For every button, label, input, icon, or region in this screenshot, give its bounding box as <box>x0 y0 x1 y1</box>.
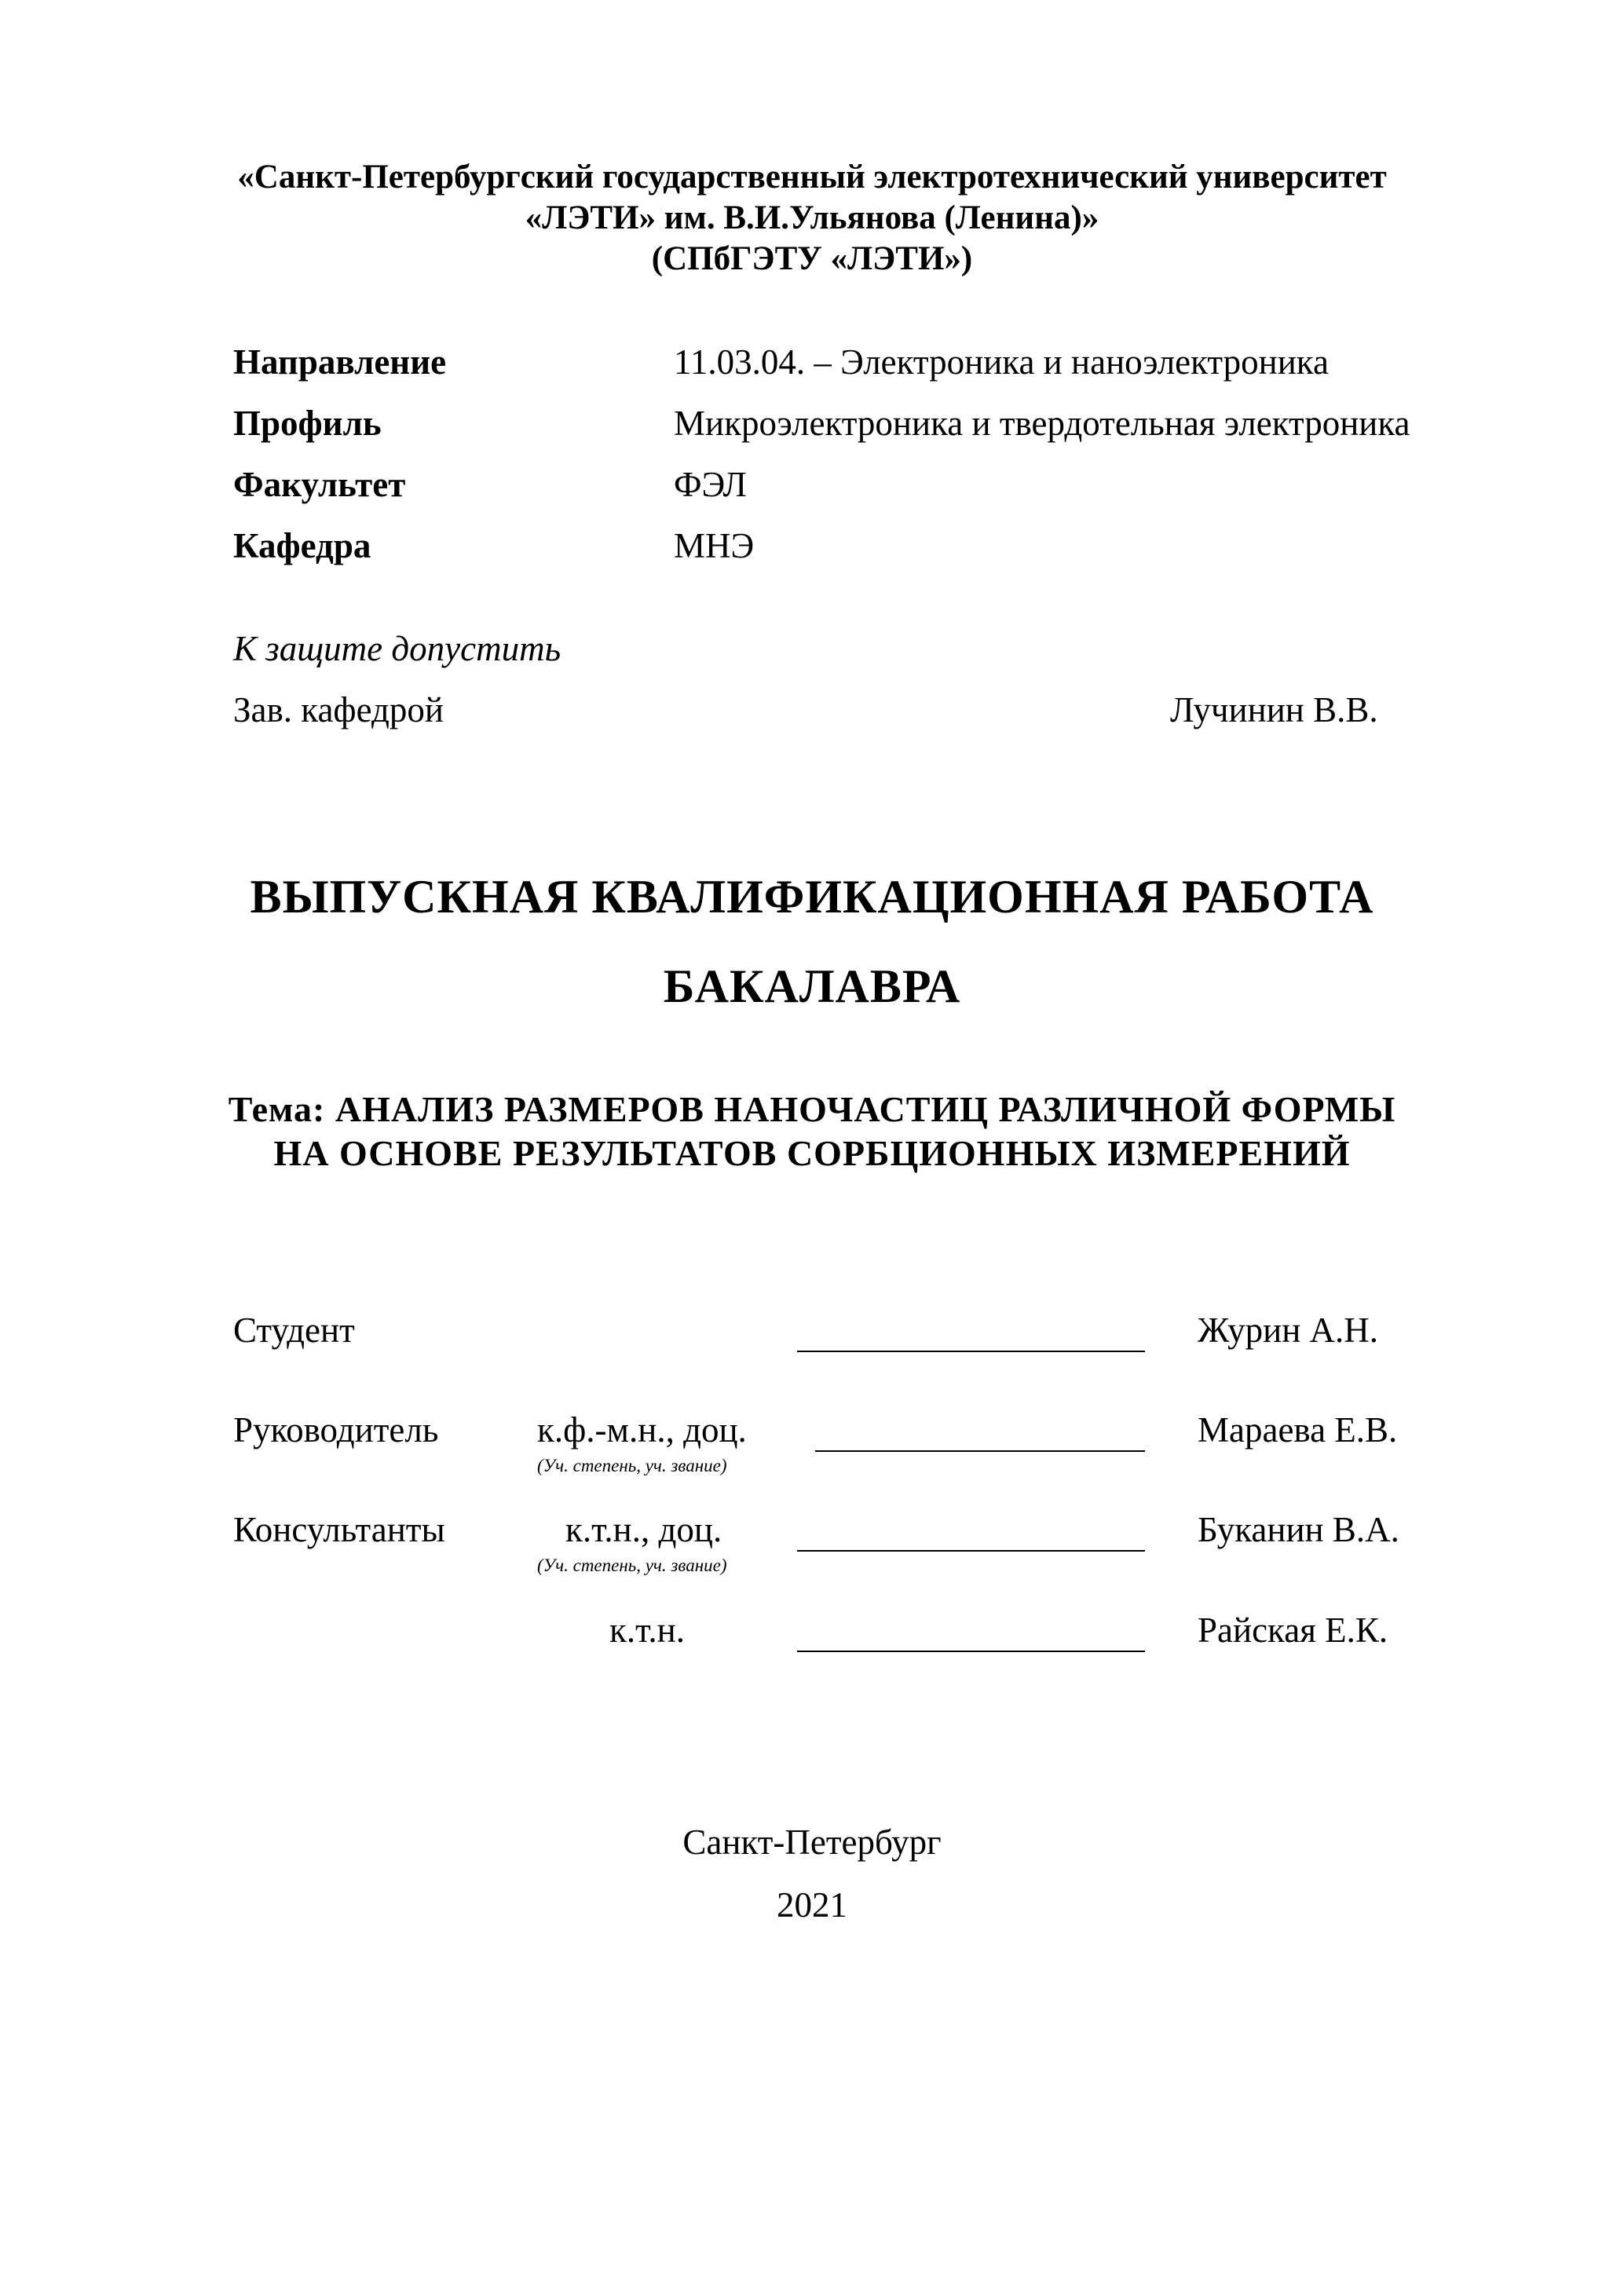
signature-hint-consultant1: (Уч. степень, уч. звание) <box>537 1556 727 1575</box>
signature-degree-consultant1: к.т.н., доц. <box>565 1510 722 1549</box>
university-abbreviation: (СПбГЭТУ «ЛЭТИ») <box>651 240 973 277</box>
footer-city: Санкт-Петербург <box>682 1823 942 1862</box>
field-label-direction: Направление <box>233 342 447 382</box>
signature-line-student <box>797 1351 1145 1352</box>
signature-role-supervisor: Руководитель <box>233 1410 439 1450</box>
signature-degree-consultant2: к.т.н. <box>609 1610 685 1650</box>
signature-role-consultants: Консультанты <box>233 1510 445 1549</box>
signature-degree-supervisor: к.ф.-м.н., доц. <box>537 1410 747 1450</box>
field-value-department: МНЭ <box>674 526 755 565</box>
approval-name: Лучинин В.В. <box>1170 690 1378 729</box>
topic-line1: Тема: АНАЛИЗ РАЗМЕРОВ НАНОЧАСТИЦ РАЗЛИЧНОЙ ФОРМЫ <box>228 1089 1396 1129</box>
field-label-department: Кафедра <box>233 526 371 565</box>
signature-line-consultant1 <box>797 1550 1145 1552</box>
signature-name-consultant1: Буканин В.А. <box>1198 1510 1399 1549</box>
approval-role: Зав. кафедрой <box>233 690 444 729</box>
signature-line-supervisor <box>815 1450 1145 1452</box>
field-label-faculty: Факультет <box>233 465 406 504</box>
signature-line-consultant2 <box>797 1651 1145 1652</box>
topic-line2: НА ОСНОВЕ РЕЗУЛЬТАТОВ СОРБЦИОННЫХ ИЗМЕРЕНИЙ <box>273 1133 1351 1173</box>
university-name-line1: «Санкт-Петербургский государственный электротехнический университет <box>237 159 1387 196</box>
document-title-line1: ВЫПУСКНАЯ КВАЛИФИКАЦИОННАЯ РАБОТА <box>250 871 1374 923</box>
footer-year: 2021 <box>777 1885 847 1925</box>
signature-name-consultant2: Райская Е.К. <box>1198 1610 1388 1650</box>
signature-name-supervisor: Мараева Е.В. <box>1198 1410 1398 1450</box>
field-value-profile: Микроэлектроника и твердотельная электроника <box>674 404 1410 443</box>
signature-name-student: Журин А.Н. <box>1198 1311 1379 1350</box>
document-title-line2: БАКАЛАВРА <box>663 960 961 1012</box>
field-value-faculty: ФЭЛ <box>674 465 747 504</box>
field-label-profile: Профиль <box>233 404 382 443</box>
approval-note: К защите допустить <box>233 629 561 668</box>
signature-hint-supervisor: (Уч. степень, уч. звание) <box>537 1456 727 1475</box>
signature-role-student: Студент <box>233 1311 355 1350</box>
university-name-line2: «ЛЭТИ» им. В.И.Ульянова (Ленина)» <box>525 199 1099 236</box>
field-value-direction: 11.03.04. – Электроника и наноэлектроника <box>674 342 1329 382</box>
